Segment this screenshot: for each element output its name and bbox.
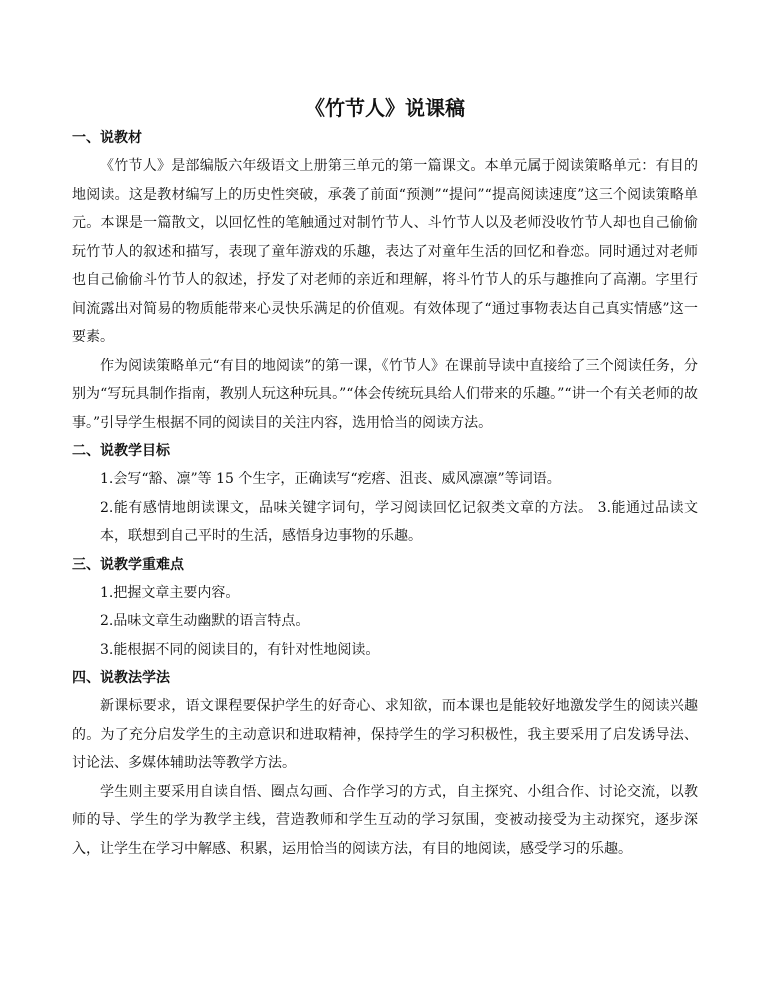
paragraph: 《竹节人》是部编版六年级语文上册第三单元的第一篇课文。本单元属于阅读策略单元：有目的地阅读。这是教材编写上的历史性突破，承袭了前面“预测”“提问”“提高阅读速度”这三个阅读策略单元。本课是一篇散文，以回忆性的笔触通过对制竹节人、斗竹节人以及老师没收竹节人却也自己偷偷玩竹节人的叙述和描写，表现了童年游戏的乐趣，表达了对童年生活的回忆和眷恋。同时通过对老师也自己偷偷斗竹节人的叙述，抒发了对老师的亲近和理解，将斗竹节人的乐与趣推向了高潮。字里行间流露出对简易的物质能带来心灵快乐满足的价值观。有效体现了“通过事物表达自己真实情感”这一要素。: [72, 158, 698, 345]
section-heading: 二、说教学目标: [72, 443, 170, 459]
section-teaching-learning-methods: [72, 664, 698, 863]
section-heading: 四、说教法学法: [72, 670, 170, 686]
list-item: 2.能有感情地朗读课文，品味关键字词句，学习阅读回忆记叙类文章的方法。 3.能通过品读文本，联想到自己平时的生活，感悟身边事物的乐趣。: [100, 499, 698, 544]
section-teaching-objectives: [72, 437, 698, 551]
paragraph: 作为阅读策略单元“有目的地阅读”的第一课，《竹节人》在课前导读中直接给了三个阅读任务，分别为“写玩具制作指南，教别人玩这种玩具。”“体会传统玩具给人们带来的乐趣。”“讲一个有关老师的故事。”引导学生根据不同的阅读目的关注内容，选用恰当的阅读方法。: [72, 357, 698, 431]
list-item: 2.品味文章生动幽默的语言特点。: [100, 613, 310, 629]
section-teaching-material: [72, 124, 698, 437]
list-item: 3.能根据不同的阅读目的，有针对性地阅读。: [100, 641, 380, 658]
list-item: 1.会写“豁、凛”等 15 个生字，正确读写“疙瘩、沮丧、威风凛凛”等词语。: [100, 471, 561, 487]
section-heading: 一、说教材: [72, 130, 142, 146]
list-item: 1.把握文章主要内容。: [100, 584, 240, 601]
section-key-difficult-points: [72, 551, 698, 665]
page-title: 《竹节人》说课稿: [305, 96, 465, 120]
document-body: [72, 124, 698, 863]
paragraph: 新课标要求，语文课程要保护学生的好奇心、求知欲，而本课也是能较好地激发学生的阅读兴趣的。为了充分启发学生的主动意识和进取精神，保持学生的学习积极性，我主要采用了启发诱导法、讨论法、多媒体辅助法等教学方法。: [72, 698, 698, 771]
section-heading: 三、说教学重难点: [72, 556, 184, 573]
paragraph: 学生则主要采用自读自悟、圈点勾画、合作学习的方式，自主探究、小组合作、讨论交流，以教师的导、学生的学为教学主线，营造教师和学生互动的学习氛围，变被动接受为主动探究，逐步深入，让学生在学习中解感、积累，运用恰当的阅读方法，有目的地阅读，感受学习的乐趣。: [72, 783, 698, 857]
